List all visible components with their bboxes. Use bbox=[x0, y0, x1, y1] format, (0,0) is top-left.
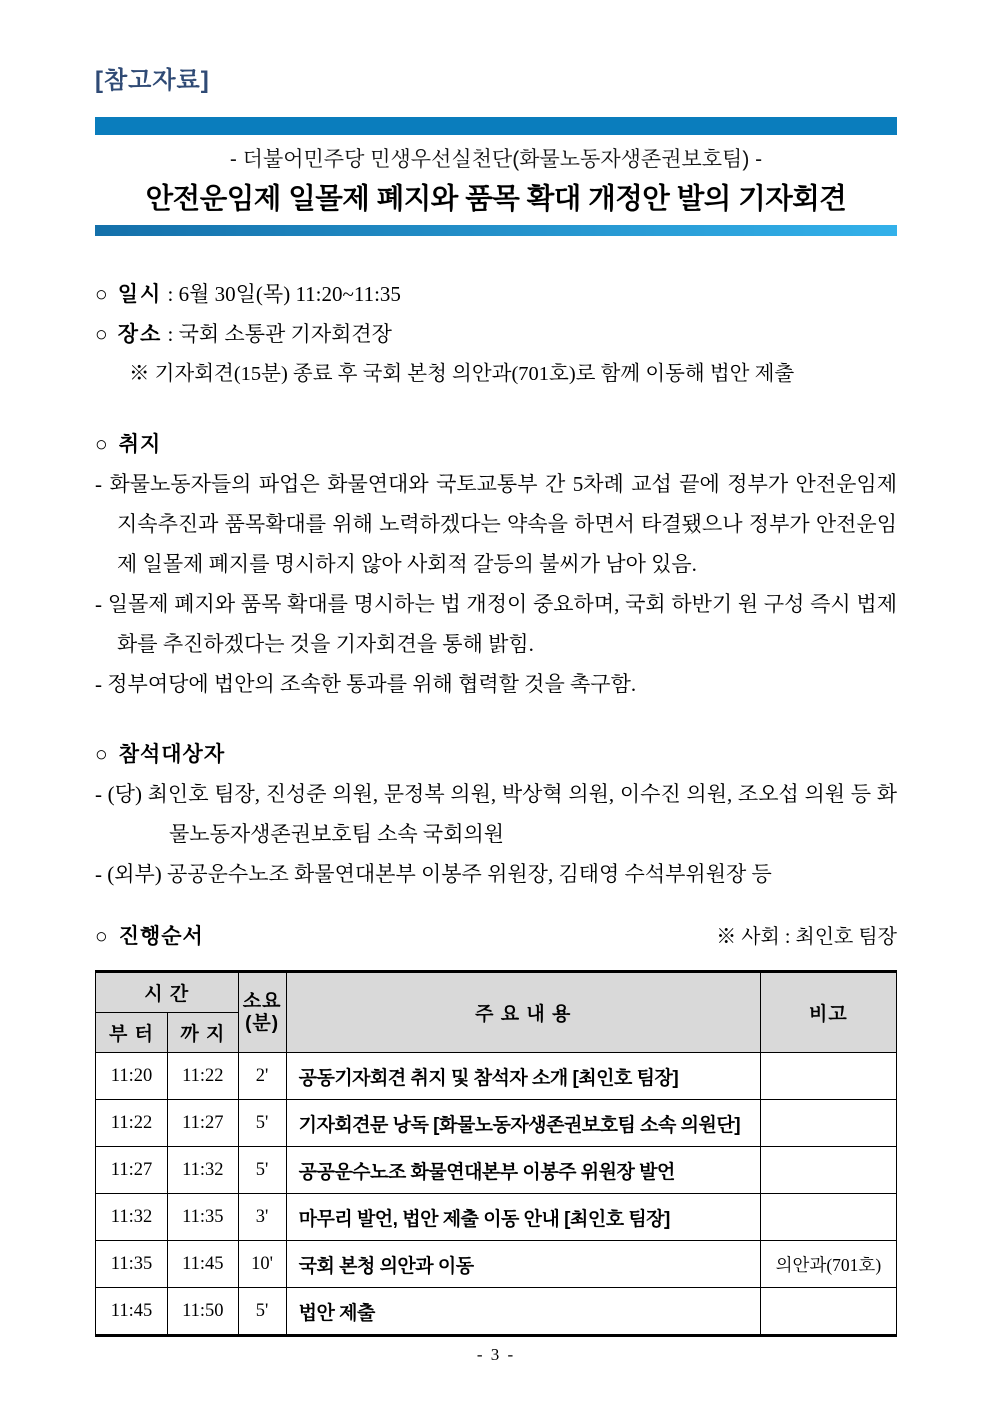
table-row bbox=[96, 1194, 897, 1241]
cell-remark bbox=[760, 1100, 896, 1147]
table-row bbox=[96, 1288, 897, 1336]
schedule-host-note: ※ 사회 : 최인호 팀장 bbox=[716, 926, 897, 948]
purpose-item: - 화물노동자들의 파업은 화물연대와 국토교통부 간 5차례 교섭 끝에 정부가 안전운임제 지속추진과 품목확대를 위해 노력하겠다는 약속을 하면서 타결됐으나 정부가 안전운임제 일몰제 폐지를 명시하지 않아 사회적 갈등의 불씨가 남아 있음. bbox=[95, 472, 897, 576]
table-row bbox=[96, 1241, 897, 1288]
cell-remark bbox=[760, 1053, 896, 1100]
section-purpose bbox=[95, 424, 897, 704]
cell-duration: 5' bbox=[238, 1100, 286, 1147]
cell-duration: 2' bbox=[238, 1053, 286, 1100]
circle-bullet: ○ bbox=[95, 924, 109, 948]
press-title: 안전운임제 일몰제 폐지와 품목 확대 개정안 발의 기자회견 bbox=[145, 183, 847, 215]
cell-from: 11:35 bbox=[96, 1241, 168, 1288]
cell-to: 11:50 bbox=[168, 1288, 238, 1336]
schedule-table-header bbox=[96, 972, 897, 1053]
info-note: ※ 기자회견(15분) 종료 후 국회 본청 의안과(701호)로 함께 이동해 법안 제출 bbox=[129, 363, 795, 385]
circle-bullet: ○ bbox=[95, 282, 108, 306]
page-number: - 3 - bbox=[476, 1345, 516, 1364]
purpose-heading-text: 취지 bbox=[118, 432, 162, 456]
table-row bbox=[96, 1053, 897, 1100]
col-header-duration-line1: 소요 bbox=[242, 990, 282, 1012]
cell-to: 11:32 bbox=[168, 1147, 238, 1194]
col-header-duration-line2: (분) bbox=[245, 1012, 280, 1034]
section-attendees-heading bbox=[95, 734, 897, 774]
cell-from: 11:22 bbox=[96, 1100, 168, 1147]
cell-content: 마무리 발언, 법안 제출 이동 안내 [최인호 팀장] bbox=[286, 1194, 760, 1241]
info-location-label: 장소 bbox=[117, 322, 163, 346]
col-header-duration bbox=[238, 972, 286, 1053]
cell-duration: 5' bbox=[238, 1288, 286, 1336]
info-datetime-value: : 6월 30일(목) 11:20~11:35 bbox=[167, 282, 401, 306]
cell-content: 국회 본청 의안과 이동 bbox=[286, 1241, 760, 1288]
attendee-item: - (외부) 공공운수노조 화물연대본부 이봉주 위원장, 김태영 수석부위원장 등 bbox=[95, 862, 772, 886]
cell-remark bbox=[760, 1147, 896, 1194]
title-underline-bar bbox=[95, 225, 897, 236]
cell-duration: 3' bbox=[238, 1194, 286, 1241]
cell-content: 기자회견문 낭독 [화물노동자생존권보호팀 소속 의원단] bbox=[286, 1100, 760, 1147]
col-header-content: 주 요 내 용 bbox=[286, 972, 760, 1053]
info-datetime-label: 일시 bbox=[117, 282, 163, 306]
cell-to: 11:35 bbox=[168, 1194, 238, 1241]
cell-from: 11:20 bbox=[96, 1053, 168, 1100]
info-location bbox=[95, 314, 897, 354]
cell-content: 공공운수노조 화물연대본부 이봉주 위원장 발언 bbox=[286, 1147, 760, 1194]
col-header-from: 부 터 bbox=[96, 1013, 168, 1053]
cell-to: 11:45 bbox=[168, 1241, 238, 1288]
section-purpose-heading bbox=[95, 424, 897, 464]
cell-duration: 10' bbox=[238, 1241, 286, 1288]
cell-to: 11:27 bbox=[168, 1100, 238, 1147]
cell-content: 공동기자회견 취지 및 참석자 소개 [최인호 팀장] bbox=[286, 1053, 760, 1100]
header-top-bar bbox=[95, 117, 897, 135]
section-schedule-heading-row bbox=[95, 916, 897, 957]
attendees-heading-text: 참석대상자 bbox=[118, 742, 226, 766]
info-datetime bbox=[95, 274, 897, 314]
purpose-item: - 정부여당에 법안의 조속한 통과를 위해 협력할 것을 촉구함. bbox=[95, 672, 637, 696]
cell-from: 11:27 bbox=[96, 1147, 168, 1194]
table-row bbox=[96, 1100, 897, 1147]
cell-content: 법안 제출 bbox=[286, 1288, 760, 1336]
cell-remark bbox=[760, 1194, 896, 1241]
schedule-table bbox=[95, 970, 897, 1337]
cell-to: 11:22 bbox=[168, 1053, 238, 1100]
col-header-remark: 비고 bbox=[760, 972, 896, 1053]
col-header-time-group: 시 간 bbox=[96, 972, 239, 1013]
info-location-value: : 국회 소통관 기자회견장 bbox=[167, 322, 392, 346]
document-tag: [참고자료] bbox=[95, 67, 210, 94]
circle-bullet: ○ bbox=[95, 432, 109, 456]
cell-from: 11:32 bbox=[96, 1194, 168, 1241]
cell-remark bbox=[760, 1288, 896, 1336]
cell-duration: 5' bbox=[238, 1147, 286, 1194]
purpose-item: - 일몰제 폐지와 품목 확대를 명시하는 법 개정이 중요하며, 국회 하반기 원 구성 즉시 법제화를 추진하겠다는 것을 기자회견을 통해 밝힘. bbox=[95, 592, 897, 656]
press-subtitle: - 더불어민주당 민생우선실천단(화물노동자생존권보호팀) - bbox=[229, 148, 763, 171]
cell-remark: 의안과(701호) bbox=[760, 1241, 896, 1288]
table-row bbox=[96, 1147, 897, 1194]
cell-from: 11:45 bbox=[96, 1288, 168, 1336]
section-attendees bbox=[95, 734, 897, 894]
attendee-item: - (당) 최인호 팀장, 진성준 의원, 문정복 의원, 박상혁 의원, 이수진 의원, 조오섭 의원 등 화물노동자생존권보호팀 소속 국회의원 bbox=[95, 782, 897, 846]
col-header-to: 까 지 bbox=[168, 1013, 238, 1053]
circle-bullet: ○ bbox=[95, 322, 108, 346]
section-schedule-heading bbox=[95, 916, 204, 956]
info-block bbox=[95, 274, 897, 394]
circle-bullet: ○ bbox=[95, 742, 109, 766]
schedule-heading-text: 진행순서 bbox=[118, 924, 204, 948]
